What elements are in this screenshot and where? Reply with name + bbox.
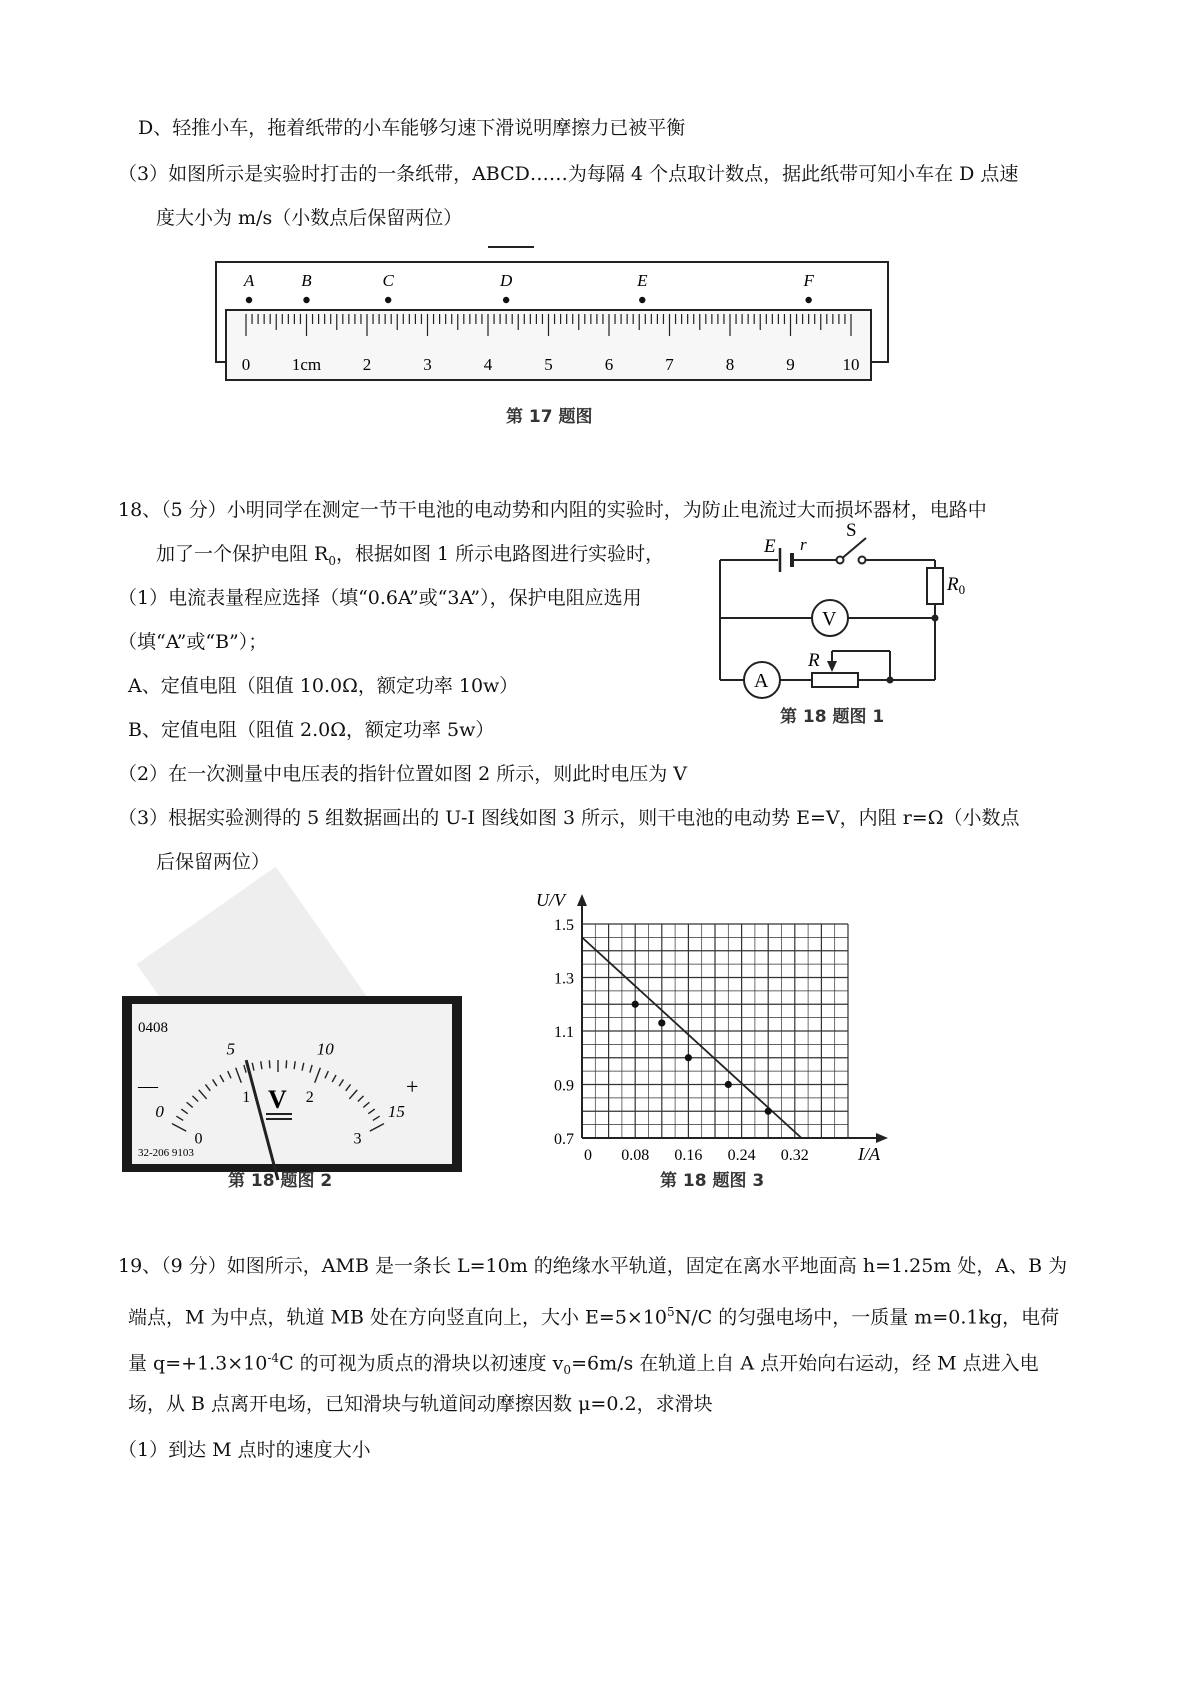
q19-line1: 19、（9 分）如图所示，AMB 是一条长 L=10m 的绝缘水平轨道，固定在离水平地面高 h=1.25m 处，A、B 为 bbox=[118, 1255, 1068, 1277]
q18-fig3-caption: 第 18 题图 3 bbox=[660, 1171, 765, 1191]
ruler-label: 4 bbox=[483, 355, 493, 374]
x-tick-label: 0 bbox=[584, 1147, 592, 1164]
tape-point-label: C bbox=[382, 271, 394, 290]
y-tick-label: 1.3 bbox=[554, 970, 574, 988]
q17-part3-line1: （3）如图所示是实验时打击的一条纸带，ABCD……为每隔 4 个点取计数点，据此纸带可知小车在 D 点速 bbox=[118, 163, 1019, 185]
q18-line2 bbox=[156, 542, 664, 573]
q18-fig1-circuit bbox=[700, 520, 980, 732]
x-axis-arrow bbox=[876, 1133, 888, 1143]
ruler-label: 3 bbox=[423, 355, 432, 374]
dial-lower-label: 0 bbox=[194, 1130, 203, 1148]
x-tick-label: 0.24 bbox=[727, 1147, 756, 1164]
tape-point-label: F bbox=[803, 271, 814, 290]
q19-line3-sub: 0 bbox=[563, 1363, 572, 1378]
rheostat-body bbox=[812, 673, 858, 687]
q18-part1-line2: （填“A”或“B”）； bbox=[118, 631, 268, 653]
label-a: A bbox=[754, 670, 769, 692]
q18-line2-prefix: 加了一个保护电阻 R bbox=[156, 543, 329, 565]
ruler-label: 8 bbox=[725, 355, 735, 374]
data-point bbox=[765, 1108, 772, 1115]
q18-fig2 bbox=[110, 880, 490, 1200]
junction-dot bbox=[887, 677, 894, 684]
circuit-diagram bbox=[700, 520, 980, 732]
q18-fig3 bbox=[500, 880, 900, 1200]
label-s: S bbox=[846, 520, 857, 541]
q18-fig1-caption: 第 18 题图 1 bbox=[780, 707, 885, 727]
ruler-label: 10 bbox=[842, 355, 860, 374]
tape-point bbox=[503, 297, 509, 303]
q19-line3-c: =6m/s 在轨道上自 A 点开始向右运动，经 M 点进入电 bbox=[571, 1352, 1039, 1375]
q18-part3-line2: 后保留两位） bbox=[156, 851, 271, 873]
dial-upper-label: 5 bbox=[226, 1039, 235, 1059]
q18-part1-line1: （1）电流表量程应选择（填“0.6A”或“3A”），保护电阻应选用 bbox=[118, 587, 642, 609]
q17-part3-line2: 度大小为 m/s（小数点后保留两位） bbox=[156, 207, 463, 229]
dial-tick bbox=[286, 1060, 287, 1068]
dial-tick bbox=[269, 1060, 270, 1068]
q18-fig2-caption: 第 18 题图 2 bbox=[228, 1171, 333, 1191]
q19-line2-b: N/C 的匀强电场中，一质量 m=0.1kg，电荷 bbox=[674, 1306, 1060, 1329]
junction-dot bbox=[932, 615, 939, 622]
meter-plus: + bbox=[406, 1074, 419, 1099]
label-r: r bbox=[800, 535, 807, 554]
tape-point bbox=[639, 297, 645, 303]
meter-minus: — bbox=[138, 1075, 158, 1097]
tape-point-label: A bbox=[243, 271, 255, 290]
q18-part2: （2）在一次测量中电压表的指针位置如图 2 所示，则此时电压为 V bbox=[118, 763, 688, 785]
tape-point-label: B bbox=[301, 271, 312, 290]
data-point bbox=[685, 1054, 692, 1061]
y-axis-label: U/V bbox=[536, 890, 565, 910]
ruler-label: 7 bbox=[665, 355, 674, 374]
ruler-label: 1cm bbox=[291, 355, 322, 374]
ruler-label: 6 bbox=[604, 355, 614, 374]
tape-point bbox=[246, 297, 252, 303]
q19-line3-sup: -4 bbox=[267, 1351, 280, 1365]
y-tick-label: 0.9 bbox=[554, 1077, 574, 1095]
q18-part3-line1: （3）根据实验测得的 5 组数据画出的 U-I 图线如图 3 所示，则干电池的电动势 E=V，内阻 r=Ω（小数点 bbox=[118, 807, 1020, 829]
label-v: V bbox=[822, 608, 837, 630]
y-tick-label: 0.7 bbox=[554, 1131, 574, 1148]
ruler-label: 2 bbox=[362, 355, 372, 374]
tape-point-label: D bbox=[500, 271, 513, 290]
label-r0: $R_0$ bbox=[947, 574, 966, 597]
data-point bbox=[725, 1081, 732, 1088]
q18-line1: 18、（5 分）小明同学在测定一节干电池的电动势和内阻的实验时，为防止电流过大而损坏器材，电路中 bbox=[118, 499, 987, 521]
switch-pivot bbox=[837, 557, 844, 564]
voltmeter-dial bbox=[110, 880, 490, 1200]
label-e: E bbox=[764, 536, 776, 557]
q19-line2-sup: 5 bbox=[667, 1305, 675, 1319]
ui-graph bbox=[500, 880, 900, 1200]
y-tick-label: 1.1 bbox=[554, 1024, 574, 1041]
tape-point-label: E bbox=[637, 271, 648, 290]
switch-contact bbox=[859, 557, 866, 564]
q17-caption: 第 17 题图 bbox=[506, 407, 593, 427]
ruler-label: 5 bbox=[544, 355, 553, 374]
x-tick-label: 0.32 bbox=[780, 1147, 809, 1164]
tape-point bbox=[385, 297, 391, 303]
q18-line2-sub: 0 bbox=[328, 553, 336, 568]
ruler-label: 0 bbox=[241, 355, 251, 374]
tape-point bbox=[805, 297, 811, 303]
meter-unit: V bbox=[268, 1085, 287, 1114]
slider-arrow bbox=[827, 661, 837, 672]
data-point bbox=[632, 1001, 639, 1008]
q18-option-b: B、定值电阻（阻值 2.0Ω，额定功率 5w） bbox=[128, 719, 495, 741]
dial-lower-label: 2 bbox=[305, 1088, 314, 1106]
answer-blank-line bbox=[488, 246, 534, 248]
dial-upper-label: 0 bbox=[155, 1102, 164, 1122]
x-tick-label: 0.08 bbox=[621, 1147, 650, 1164]
y-axis-arrow bbox=[577, 894, 587, 906]
label-rheostat: R bbox=[808, 650, 820, 671]
meter-face bbox=[132, 1004, 452, 1164]
y-tick-label: 1.5 bbox=[554, 917, 574, 934]
r0-resistor bbox=[927, 568, 943, 604]
q19-line3-b: C 的可视为质点的滑块以初速度 v bbox=[279, 1352, 564, 1375]
data-point bbox=[658, 1019, 665, 1026]
q17-figure bbox=[206, 252, 906, 432]
dial-upper-label: 15 bbox=[387, 1102, 405, 1122]
x-axis-label: I/A bbox=[858, 1144, 880, 1164]
meter-serial-bottom: 32-206 9103 bbox=[138, 1147, 194, 1159]
q19-line3-a: 量 q=+1.3×10 bbox=[128, 1352, 268, 1375]
dial-lower-label: 1 bbox=[242, 1088, 251, 1106]
q18-option-a: A、定值电阻（阻值 10.0Ω，额定功率 10w） bbox=[128, 675, 519, 697]
tape-point bbox=[303, 297, 309, 303]
q19-line3 bbox=[128, 1346, 1039, 1382]
q19-line2 bbox=[128, 1300, 1059, 1329]
q17-option-d: D、轻推小车，拖着纸带的小车能够匀速下滑说明摩擦力已被平衡 bbox=[138, 117, 686, 139]
dial-lower-label: 3 bbox=[353, 1130, 362, 1148]
meter-serial-top: 0408 bbox=[138, 1020, 168, 1036]
q19-line4: 场，从 B 点离开电场，已知滑块与轨道间动摩擦因数 μ=0.2，求滑块 bbox=[128, 1393, 713, 1415]
q19-line2-a: 端点，M 为中点，轨道 MB 处在方向竖直向上，大小 E=5×10 bbox=[128, 1306, 668, 1329]
ruler-label: 9 bbox=[786, 355, 795, 374]
q19-part1: （1）到达 M 点时的速度大小 bbox=[118, 1439, 371, 1461]
q18-line2-suffix: ，根据如图 1 所示电路图进行实验时， bbox=[336, 543, 665, 565]
x-tick-label: 0.16 bbox=[674, 1147, 703, 1164]
dial-upper-label: 10 bbox=[316, 1039, 334, 1059]
